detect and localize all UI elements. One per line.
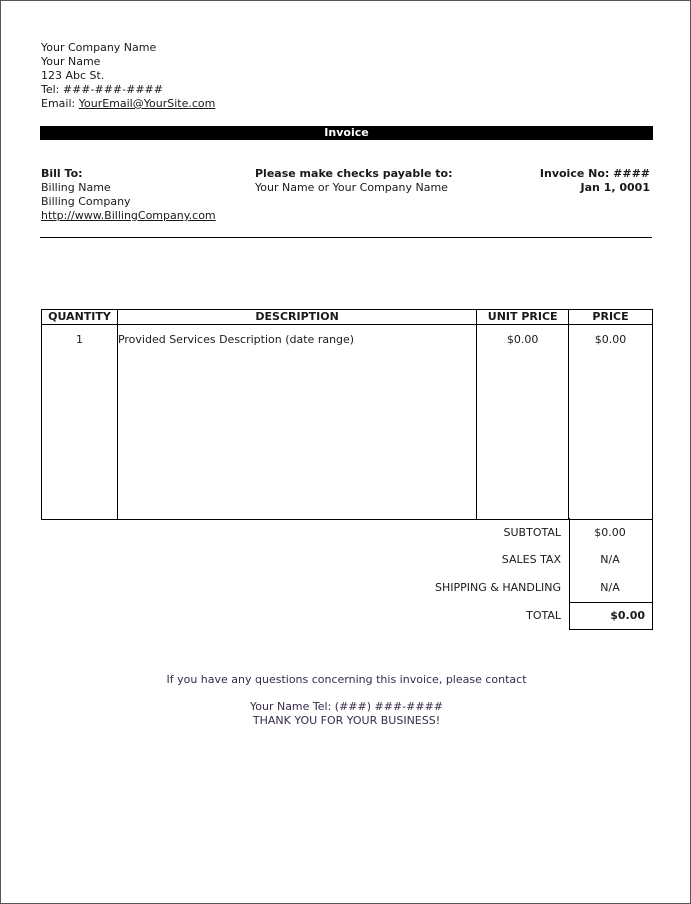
billing-url-link[interactable]: http://www.BillingCompany.com bbox=[41, 209, 216, 222]
table-row bbox=[42, 325, 653, 520]
payable-heading: Please make checks payable to: bbox=[255, 167, 453, 180]
sales-tax-value: N/A bbox=[600, 553, 620, 566]
payable-block bbox=[255, 167, 452, 195]
items-table bbox=[41, 309, 653, 520]
company-tel: Tel: ###-###-#### bbox=[41, 83, 163, 96]
quantity-header: QUANTITY bbox=[42, 310, 118, 325]
company-email-link[interactable]: YourEmail@YourSite.com bbox=[78, 97, 216, 110]
shipping-value: N/A bbox=[600, 581, 620, 594]
email-label: Email: bbox=[41, 97, 79, 110]
billing-company: Billing Company bbox=[41, 195, 131, 208]
unit-price-cell: $0.00 bbox=[477, 325, 569, 520]
sales-tax-label: SALES TAX bbox=[501, 553, 561, 566]
footer-contact: Your Name Tel: (###) ###-#### bbox=[249, 700, 444, 713]
company-info bbox=[41, 41, 215, 111]
total-divider bbox=[569, 602, 652, 603]
description-header: DESCRIPTION bbox=[117, 310, 476, 325]
bill-to-heading: Bill To: bbox=[41, 167, 83, 180]
quantity-cell: 1 bbox=[42, 325, 118, 520]
header-divider bbox=[40, 237, 652, 238]
total-value: $0.00 bbox=[610, 609, 645, 622]
bill-to-block bbox=[41, 167, 216, 223]
invoice-number: Invoice No: #### bbox=[539, 167, 650, 180]
company-email-row bbox=[41, 97, 215, 111]
footer-thanks: THANK YOU FOR YOUR BUSINESS! bbox=[252, 714, 441, 727]
invoice-info-block bbox=[540, 167, 650, 195]
payable-name: Your Name or Your Company Name bbox=[255, 181, 448, 194]
subtotal-value: $0.00 bbox=[594, 526, 626, 539]
company-address: 123 Abc St. bbox=[41, 69, 105, 82]
footer-questions: If you have any questions concerning this invoice, please contact bbox=[166, 673, 527, 686]
description-cell: Provided Services Description (date range) bbox=[117, 325, 476, 520]
invoice-title-bar: Invoice bbox=[40, 126, 653, 140]
price-cell: $0.00 bbox=[569, 325, 653, 520]
table-header-row bbox=[42, 310, 653, 325]
invoice-date: Jan 1, 0001 bbox=[580, 181, 650, 194]
unit-price-header: UNIT PRICE bbox=[477, 310, 569, 325]
price-header: PRICE bbox=[569, 310, 653, 325]
company-name: Your Company Name bbox=[41, 41, 157, 54]
billing-name: Billing Name bbox=[41, 181, 111, 194]
subtotal-label: SUBTOTAL bbox=[503, 526, 561, 539]
total-label: TOTAL bbox=[526, 609, 561, 622]
shipping-label: SHIPPING & HANDLING bbox=[435, 581, 561, 594]
company-contact-name: Your Name bbox=[41, 55, 101, 68]
